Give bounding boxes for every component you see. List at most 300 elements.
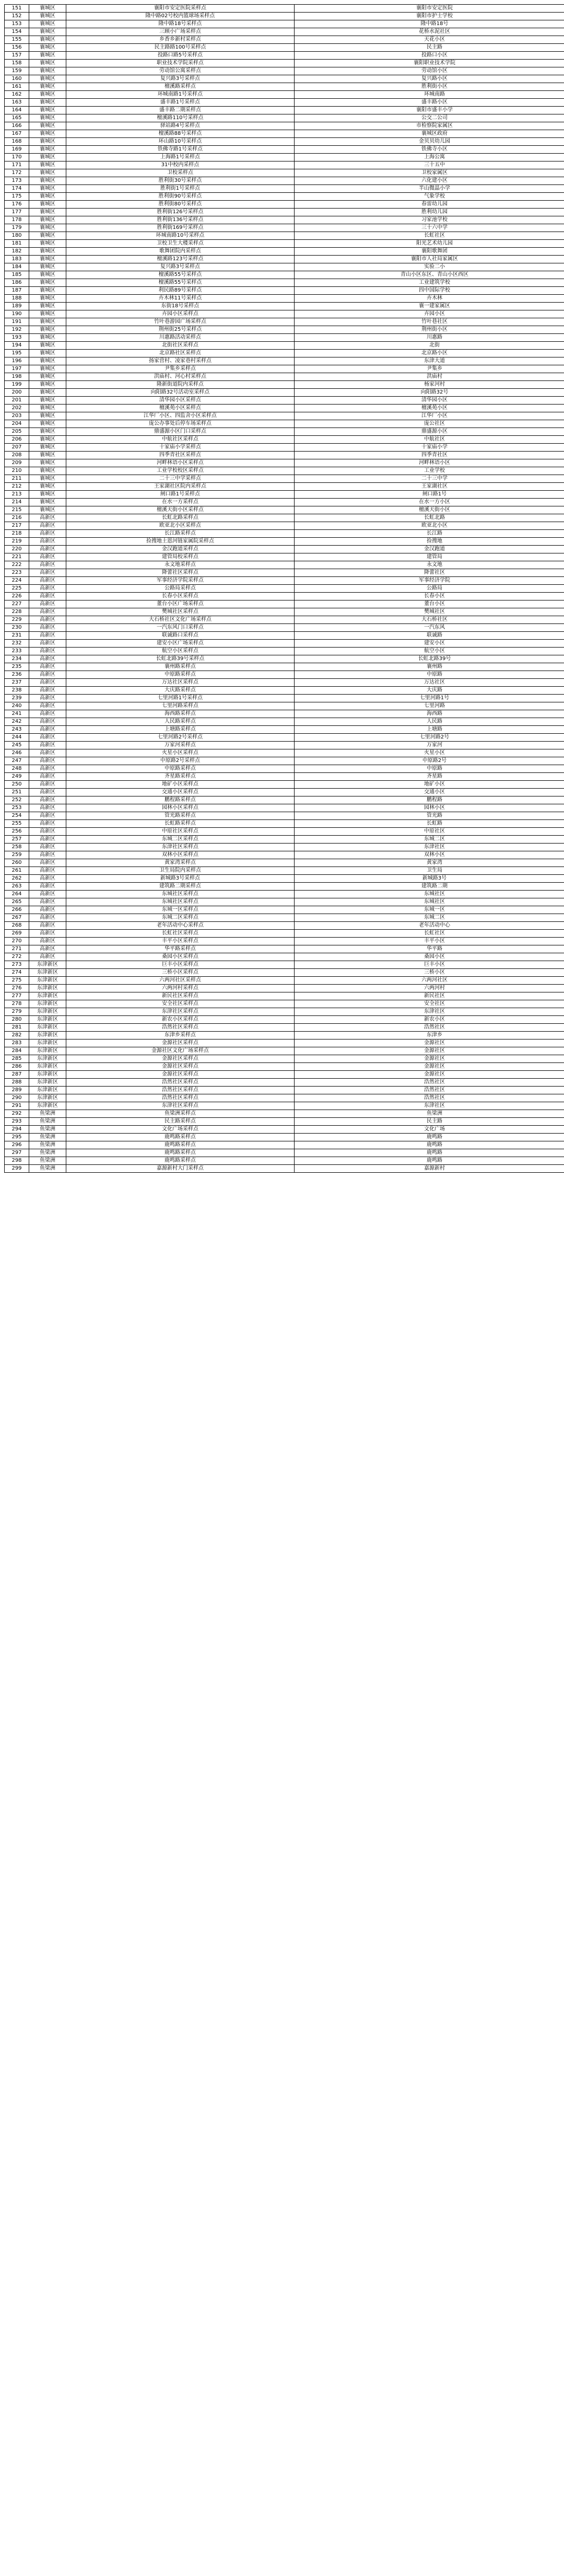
row-number: 157 <box>5 52 29 60</box>
district-cell: 高新区 <box>29 898 66 906</box>
table-row <box>5 812 564 820</box>
district-cell: 高新区 <box>29 765 66 773</box>
district-cell: 高新区 <box>29 930 66 938</box>
row-number: 262 <box>5 875 29 883</box>
table-row <box>5 977 564 985</box>
district-cell: 高新区 <box>29 561 66 569</box>
row-number: 168 <box>5 138 29 146</box>
table-row <box>5 757 564 765</box>
coverage-area-cell: 万家河 <box>295 742 564 749</box>
district-cell: 高新区 <box>29 569 66 577</box>
sampling-point-cell: 建安小区广场采样点 <box>66 640 295 648</box>
sampling-point-cell: 铁佛寺路1号采样点 <box>66 146 295 154</box>
coverage-area-cell: 六两河社区 <box>295 977 564 985</box>
sampling-point-cell: 华平路采样点 <box>66 945 295 953</box>
sampling-point-cell: 中原路2号采样点 <box>66 757 295 765</box>
coverage-area-cell: 老年活动中心 <box>295 922 564 930</box>
table-row <box>5 240 564 248</box>
table-row <box>5 616 564 624</box>
coverage-area-cell: 六两河村 <box>295 985 564 992</box>
table-row <box>5 836 564 844</box>
district-cell: 襄城区 <box>29 232 66 240</box>
table-row <box>5 663 564 671</box>
coverage-area-cell: 天花小区 <box>295 36 564 44</box>
row-number: 211 <box>5 475 29 483</box>
row-number: 240 <box>5 702 29 710</box>
table-row <box>5 891 564 898</box>
district-cell: 襄城区 <box>29 279 66 287</box>
district-cell: 襄城区 <box>29 146 66 154</box>
district-cell: 东津新区 <box>29 1079 66 1087</box>
district-cell: 襄城区 <box>29 216 66 224</box>
coverage-area-cell: 黄家湾 <box>295 859 564 867</box>
coverage-area-cell: 金源社区 <box>295 1039 564 1047</box>
row-number: 279 <box>5 1008 29 1016</box>
coverage-area-cell: 江华厂小区 <box>295 412 564 420</box>
sampling-point-cell: 七里河路1号采样点 <box>66 695 295 702</box>
table-row <box>5 20 564 28</box>
district-cell: 襄城区 <box>29 99 66 107</box>
district-cell: 襄城区 <box>29 263 66 271</box>
row-number: 288 <box>5 1079 29 1087</box>
row-number: 172 <box>5 169 29 177</box>
row-number: 213 <box>5 491 29 499</box>
sampling-point-cell: 洪庙村、河心村采样点 <box>66 373 295 381</box>
district-cell: 襄城区 <box>29 36 66 44</box>
coverage-area-cell: 长虹社区 <box>295 930 564 938</box>
row-number: 190 <box>5 310 29 318</box>
coverage-area-cell: 三桥小区 <box>295 969 564 977</box>
table-row <box>5 263 564 271</box>
row-number: 233 <box>5 648 29 655</box>
coverage-area-cell: 胜利幼儿园 <box>295 209 564 216</box>
table-row <box>5 146 564 154</box>
table-row <box>5 953 564 961</box>
sampling-point-cell: 胜利街169号采样点 <box>66 224 295 232</box>
sampling-point-cell: 鹿鸣路采样点 <box>66 1141 295 1149</box>
table-row <box>5 444 564 452</box>
sampling-point-cell: 东城一区采样点 <box>66 906 295 914</box>
sampling-point-cell: 一汽东风门口采样点 <box>66 624 295 632</box>
sampling-point-cell: 东津社区采样点 <box>66 1102 295 1110</box>
coverage-area-cell: 川惠路 <box>295 334 564 342</box>
sampling-point-cell: 浩然社区采样点 <box>66 1087 295 1094</box>
coverage-area-cell: 阳光艺术幼儿园 <box>295 240 564 248</box>
district-cell: 高新区 <box>29 914 66 922</box>
coverage-area-cell: 襄阳市人社局家属区 <box>295 256 564 263</box>
coverage-area-cell: 巨丰小区 <box>295 961 564 969</box>
table-row <box>5 851 564 859</box>
sampling-point-cell: 卉园小区采样点 <box>66 310 295 318</box>
district-cell: 襄城区 <box>29 256 66 263</box>
district-cell: 高新区 <box>29 655 66 663</box>
district-cell: 高新区 <box>29 742 66 749</box>
table-row <box>5 875 564 883</box>
coverage-area-cell: 万达社区 <box>295 679 564 687</box>
coverage-area-cell: 交通小区 <box>295 789 564 796</box>
district-cell: 高新区 <box>29 538 66 546</box>
coverage-area-cell: 长江路 <box>295 530 564 538</box>
table-row <box>5 773 564 781</box>
sampling-point-cell: 交通小区采样点 <box>66 789 295 796</box>
district-cell: 鱼梁洲 <box>29 1110 66 1118</box>
sampling-point-cell: 联诚路口采样点 <box>66 632 295 640</box>
sampling-point-cell: 人民路采样点 <box>66 718 295 726</box>
table-row <box>5 1032 564 1039</box>
sampling-point-cell: 驿站路4号采样点 <box>66 122 295 130</box>
sampling-point-cell: 卫校采样点 <box>66 169 295 177</box>
row-number: 183 <box>5 256 29 263</box>
row-number: 162 <box>5 91 29 99</box>
coverage-area-cell: 胜利街小区 <box>295 83 564 91</box>
row-number: 230 <box>5 624 29 632</box>
coverage-area-cell: 一汽东风 <box>295 624 564 632</box>
table-row <box>5 1039 564 1047</box>
table-row <box>5 303 564 310</box>
table-row <box>5 1165 564 1173</box>
sampling-point-cell: 环城南路1号采样点 <box>66 91 295 99</box>
coverage-area-cell: 卫校家属区 <box>295 169 564 177</box>
sampling-point-cell: 扬家营村、凌家巷村采样点 <box>66 357 295 365</box>
coverage-area-cell: 鹿鸣路 <box>295 1157 564 1165</box>
row-number: 253 <box>5 804 29 812</box>
sampling-point-cell: 中原社区采样点 <box>66 828 295 836</box>
sampling-point-cell: 向阳路32号活动室采样点 <box>66 389 295 397</box>
coverage-area-cell: 地矿小区 <box>295 781 564 789</box>
row-number: 156 <box>5 44 29 52</box>
sampling-point-cell: 投路口路5号采样点 <box>66 52 295 60</box>
table-row <box>5 326 564 334</box>
table-row <box>5 992 564 1000</box>
table-row <box>5 428 564 436</box>
sampling-point-cell: 新城路3号采样点 <box>66 875 295 883</box>
coverage-area-cell: 中原路2号 <box>295 757 564 765</box>
coverage-area-cell: 荆州街小区 <box>295 326 564 334</box>
district-cell: 襄城区 <box>29 130 66 138</box>
coverage-area-cell: 劳动馆小区 <box>295 67 564 75</box>
table-row <box>5 342 564 350</box>
table-row <box>5 1071 564 1079</box>
sampling-point-cell: 檀溪路88号采样点 <box>66 130 295 138</box>
row-number: 203 <box>5 412 29 420</box>
row-number: 292 <box>5 1110 29 1118</box>
coverage-area-cell: 东津乡 <box>295 1032 564 1039</box>
sampling-point-cell: 东城二区采样点 <box>66 914 295 922</box>
sampling-point-cell: 檀溪路55号采样点 <box>66 271 295 279</box>
sampling-point-cell: 万达社区采样点 <box>66 679 295 687</box>
sampling-point-cell: 鹿鸣路采样点 <box>66 1157 295 1165</box>
sampling-point-cell: 桑园小区采样点 <box>66 953 295 961</box>
district-cell: 高新区 <box>29 530 66 538</box>
district-cell: 襄城区 <box>29 240 66 248</box>
coverage-area-cell: 七里河路1号 <box>295 695 564 702</box>
district-cell: 襄城区 <box>29 13 66 20</box>
coverage-area-cell: 鹿鸣路 <box>295 1149 564 1157</box>
row-number: 238 <box>5 687 29 695</box>
sampling-point-cell: 劳动馆公寓采样点 <box>66 67 295 75</box>
table-row <box>5 765 564 773</box>
district-cell: 高新区 <box>29 953 66 961</box>
district-cell: 东津新区 <box>29 961 66 969</box>
table-row <box>5 969 564 977</box>
table-row <box>5 742 564 749</box>
table-row <box>5 632 564 640</box>
table-row <box>5 36 564 44</box>
sampling-point-cell: 竹叶巷游园广场采样点 <box>66 318 295 326</box>
table-row <box>5 130 564 138</box>
sampling-point-cell: 金汉跑道采样点 <box>66 546 295 553</box>
coverage-area-cell: 新农小区 <box>295 1016 564 1024</box>
row-number: 260 <box>5 859 29 867</box>
table-row <box>5 161 564 169</box>
coverage-area-cell: 嘉源新村 <box>295 1165 564 1173</box>
row-number: 232 <box>5 640 29 648</box>
coverage-area-cell: 文化广场 <box>295 1126 564 1134</box>
sampling-point-cell: 尹集乡采样点 <box>66 365 295 373</box>
district-cell: 襄城区 <box>29 107 66 114</box>
row-number: 294 <box>5 1126 29 1134</box>
district-cell: 高新区 <box>29 836 66 844</box>
district-cell: 高新区 <box>29 624 66 632</box>
table-row <box>5 883 564 891</box>
table-row <box>5 1063 564 1071</box>
sampling-point-cell: 民主路路100号采样点 <box>66 44 295 52</box>
district-cell: 高新区 <box>29 687 66 695</box>
row-number: 215 <box>5 506 29 514</box>
coverage-area-cell: 华平路 <box>295 945 564 953</box>
sampling-point-cell: 七里河路2号采样点 <box>66 734 295 742</box>
district-cell: 襄城区 <box>29 467 66 475</box>
district-cell: 高新区 <box>29 710 66 718</box>
row-number: 275 <box>5 977 29 985</box>
row-number: 212 <box>5 483 29 491</box>
coverage-area-cell: 浩然社区 <box>295 1079 564 1087</box>
row-number: 255 <box>5 820 29 828</box>
district-cell: 东津新区 <box>29 977 66 985</box>
sampling-point-cell: 中航社区采样点 <box>66 436 295 444</box>
sampling-point-cell: 胜利街1号采样点 <box>66 185 295 193</box>
table-row <box>5 357 564 365</box>
coverage-area-cell: 上塘路 <box>295 726 564 734</box>
row-number: 283 <box>5 1039 29 1047</box>
sampling-point-cell: 上海路1号采样点 <box>66 154 295 161</box>
row-number: 210 <box>5 467 29 475</box>
sampling-point-cell: 浩然社区采样点 <box>66 1079 295 1087</box>
sampling-point-cell: 东城社区采样点 <box>66 898 295 906</box>
row-number: 239 <box>5 695 29 702</box>
row-number: 248 <box>5 765 29 773</box>
district-cell: 襄城区 <box>29 452 66 459</box>
district-cell: 襄城区 <box>29 122 66 130</box>
row-number: 214 <box>5 499 29 506</box>
table-row <box>5 248 564 256</box>
coverage-area-cell: 金汉跑道 <box>295 546 564 553</box>
row-number: 290 <box>5 1094 29 1102</box>
district-cell: 鱼梁洲 <box>29 1157 66 1165</box>
row-number: 247 <box>5 757 29 765</box>
district-cell: 襄城区 <box>29 271 66 279</box>
district-cell: 襄城区 <box>29 342 66 350</box>
table-row <box>5 83 564 91</box>
coverage-area-cell: 东津大道 <box>295 357 564 365</box>
district-cell: 襄城区 <box>29 91 66 99</box>
row-number: 218 <box>5 530 29 538</box>
table-row <box>5 1102 564 1110</box>
coverage-area-cell: 公交二公司 <box>295 114 564 122</box>
table-row <box>5 640 564 648</box>
table-row <box>5 224 564 232</box>
district-cell: 高新区 <box>29 702 66 710</box>
sampling-point-cell: 长虹社区采样点 <box>66 930 295 938</box>
coverage-area-cell: 东津社区 <box>295 1102 564 1110</box>
coverage-area-cell: 襄阳市护士学校 <box>295 13 564 20</box>
row-number: 153 <box>5 20 29 28</box>
district-cell: 襄城区 <box>29 20 66 28</box>
row-number: 263 <box>5 883 29 891</box>
row-number: 220 <box>5 546 29 553</box>
coverage-area-cell: 浩然社区 <box>295 1024 564 1032</box>
district-cell: 鱼梁洲 <box>29 1126 66 1134</box>
row-number: 245 <box>5 742 29 749</box>
row-number: 158 <box>5 60 29 67</box>
table-row <box>5 350 564 357</box>
table-row <box>5 546 564 553</box>
coverage-area-cell: 东城社区 <box>295 898 564 906</box>
table-row <box>5 593 564 600</box>
district-cell: 襄城区 <box>29 397 66 405</box>
coverage-area-cell: 浩然社区 <box>295 1087 564 1094</box>
table-row <box>5 514 564 522</box>
table-row <box>5 381 564 389</box>
sampling-point-cell: 中原路采样点 <box>66 671 295 679</box>
district-cell: 鱼梁洲 <box>29 1141 66 1149</box>
district-cell: 高新区 <box>29 648 66 655</box>
coverage-area-cell: 尹集乡 <box>295 365 564 373</box>
row-number: 269 <box>5 930 29 938</box>
row-number: 284 <box>5 1047 29 1055</box>
coverage-area-cell: 樊城社区 <box>295 608 564 616</box>
row-number: 161 <box>5 83 29 91</box>
district-cell: 襄城区 <box>29 506 66 514</box>
district-cell: 高新区 <box>29 585 66 593</box>
sampling-point-cell: 三桥小区采样点 <box>66 969 295 977</box>
district-cell: 襄城区 <box>29 5 66 13</box>
coverage-area-cell: 工业建筑学校 <box>295 279 564 287</box>
row-number: 270 <box>5 938 29 945</box>
sampling-point-cell: 闸口路1号采样点 <box>66 491 295 499</box>
district-cell: 鱼梁洲 <box>29 1149 66 1157</box>
table-row <box>5 687 564 695</box>
coverage-area-cell: 隆中路18号 <box>295 20 564 28</box>
table-row <box>5 75 564 83</box>
district-cell: 高新区 <box>29 734 66 742</box>
coverage-area-cell: 新城路3号 <box>295 875 564 883</box>
row-number: 280 <box>5 1016 29 1024</box>
coverage-area-cell: 青山小区东区、青山小区西区 <box>295 271 564 279</box>
row-number: 271 <box>5 945 29 953</box>
district-cell: 襄城区 <box>29 83 66 91</box>
district-cell: 东津新区 <box>29 1008 66 1016</box>
row-number: 217 <box>5 522 29 530</box>
district-cell: 襄城区 <box>29 420 66 428</box>
sampling-point-cell: 胜利街80号采样点 <box>66 201 295 209</box>
table-row <box>5 405 564 412</box>
row-number: 281 <box>5 1024 29 1032</box>
table-row <box>5 702 564 710</box>
coverage-area-cell: 襄州路 <box>295 663 564 671</box>
district-cell: 襄城区 <box>29 44 66 52</box>
coverage-area-cell: 四中国际学校 <box>295 287 564 295</box>
table-row <box>5 114 564 122</box>
sampling-point-cell: 新民社区采样点 <box>66 992 295 1000</box>
coverage-area-cell: 金贝贝幼儿园 <box>295 138 564 146</box>
sampling-point-cell: 三顾小广场采样点 <box>66 28 295 36</box>
district-cell: 东津新区 <box>29 1094 66 1102</box>
coverage-area-cell: 四季青社区 <box>295 452 564 459</box>
district-cell: 高新区 <box>29 726 66 734</box>
coverage-area-cell: 襄一建家属区 <box>295 303 564 310</box>
row-number: 174 <box>5 185 29 193</box>
row-number: 180 <box>5 232 29 240</box>
sampling-point-cell: 檀溪苑小区采样点 <box>66 405 295 412</box>
coverage-area-cell: 中原路 <box>295 671 564 679</box>
table-row <box>5 107 564 114</box>
coverage-area-cell: 公路局 <box>295 585 564 593</box>
table-row <box>5 1055 564 1063</box>
district-cell: 鱼梁洲 <box>29 1134 66 1141</box>
table-row <box>5 859 564 867</box>
district-cell: 东津新区 <box>29 1032 66 1039</box>
table-row <box>5 256 564 263</box>
row-number: 241 <box>5 710 29 718</box>
coverage-area-cell: 二十三中学 <box>295 475 564 483</box>
sampling-point-cell: 长虹北路39号采样点 <box>66 655 295 663</box>
sampling-point-cell: 江华厂小区、四监舍小区采样点 <box>66 412 295 420</box>
coverage-area-cell: 新民社区 <box>295 992 564 1000</box>
sampling-point-cell: 庞公办事处后停车场采样点 <box>66 420 295 428</box>
row-number: 268 <box>5 922 29 930</box>
sampling-point-cell: 浩然社区采样点 <box>66 1094 295 1102</box>
table-row <box>5 193 564 201</box>
row-number: 297 <box>5 1149 29 1157</box>
district-cell: 高新区 <box>29 796 66 804</box>
sampling-point-cell: 檀溪路采样点 <box>66 83 295 91</box>
sampling-point-cell: 鱼梁洲采样点 <box>66 1110 295 1118</box>
sampling-point-cell: 公路局采样点 <box>66 585 295 593</box>
table-row <box>5 1118 564 1126</box>
sampling-point-cell: 东津社区采样点 <box>66 844 295 851</box>
row-number: 175 <box>5 193 29 201</box>
row-number: 226 <box>5 593 29 600</box>
table-row <box>5 844 564 851</box>
district-cell: 襄城区 <box>29 475 66 483</box>
coverage-area-cell: 三十六中学 <box>295 224 564 232</box>
district-cell: 襄城区 <box>29 381 66 389</box>
sampling-point-cell: 鹿鸣路采样点 <box>66 1149 295 1157</box>
sampling-point-cell: 胜利街30号采样点 <box>66 177 295 185</box>
coverage-area-cell: 气象学校 <box>295 193 564 201</box>
district-cell: 鱼梁洲 <box>29 1165 66 1173</box>
coverage-area-cell: 捡搜地 <box>295 538 564 546</box>
coverage-area-cell: 安全社区 <box>295 1000 564 1008</box>
district-cell: 东津新区 <box>29 992 66 1000</box>
table-row <box>5 287 564 295</box>
table-row <box>5 938 564 945</box>
district-cell: 高新区 <box>29 804 66 812</box>
table-row <box>5 201 564 209</box>
sampling-point-cell: 金源社区采样点 <box>66 1063 295 1071</box>
table-row <box>5 1008 564 1016</box>
